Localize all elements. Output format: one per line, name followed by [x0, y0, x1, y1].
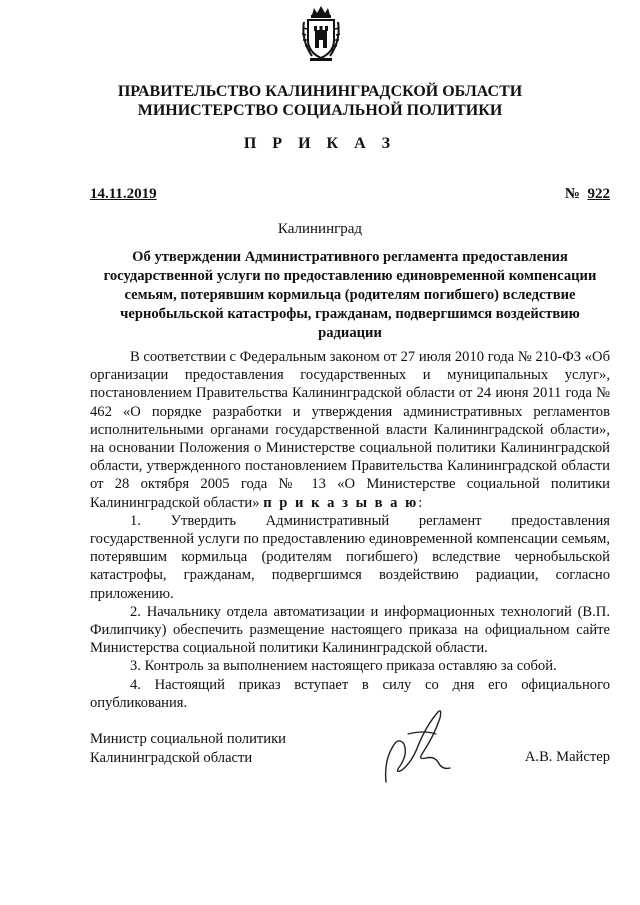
government-title: ПРАВИТЕЛЬСТВО КАЛИНИНГРАДСКОЙ ОБЛАСТИ [117, 83, 523, 100]
signatory-position [90, 730, 286, 768]
order-heading: П Р И К А З [243, 135, 397, 152]
item-4: 4. Настоящий приказ вступает в силу со дня его официального опубликования. [90, 676, 610, 711]
order-colon: : [418, 494, 423, 511]
order-date: 14.11.2019 [90, 186, 157, 202]
order-body [90, 348, 610, 712]
ministry-title: МИНИСТЕРСТВО СОЦИАЛЬНОЙ ПОЛИТИКИ [137, 102, 503, 119]
order-subject: Об утверждении Административного регламента предоставления государственной услуги по предоставлению единовременной компенсации семьям, потерявшим кормильца (родителям погибшего) вследствие чернобыльской катастрофы, гражданам, подвергшимся воздействию радиации [103, 249, 597, 341]
item-3: 3. Контроль за выполнением настоящего приказа оставляю за собой. [130, 658, 557, 675]
number-label: № [564, 186, 580, 202]
coat-of-arms-icon [300, 6, 342, 62]
preamble-text: В соответствии с Федеральным законом от 27 июля 2010 года № 210-ФЗ «Об организации предоставления государственных и муниципальных услуг», постановлением Правительства Калининградской области от 24 июня 2011 года № 462 «О порядке разработки и утверждения административных регламентов исполнительными органами государственной власти Калининградской области», на основании Положения о Министерстве социальной политики Калининградской области, утвержденного постановлением Правительства Калининградской области от 28 октября 2005 года № 13 «О Министерстве социальной политики Калининградской области» [90, 349, 610, 511]
signatory-name: А.В. Майстер [524, 749, 610, 765]
position-line-1: Министр социальной политики [90, 731, 286, 747]
position-line-2: Калининградской области [90, 750, 253, 766]
item-2: 2. Начальнику отдела автоматизации и информационных технологий (В.П. Филипчику) обеспечить размещение настоящего приказа на официальном сайте Министерства социальной политики Калининградской области. [90, 603, 610, 657]
preamble-paragraph [90, 348, 610, 512]
handwritten-signature [378, 704, 456, 784]
city-name: Калининград [277, 221, 363, 237]
number-value: 922 [587, 186, 610, 202]
order-word: п р и к а з ы в а ю [263, 494, 419, 511]
order-number [565, 186, 610, 203]
item-1: 1. Утвердить Административный регламент предоставления государственной услуги по предоставлению единовременной компенсации семьям, потерявшим кормильца (родителям погибшего) вследствие чернобыльской катастрофы, гражданам, подвергшимся воздействию радиации, согласно приложению. [90, 512, 610, 602]
